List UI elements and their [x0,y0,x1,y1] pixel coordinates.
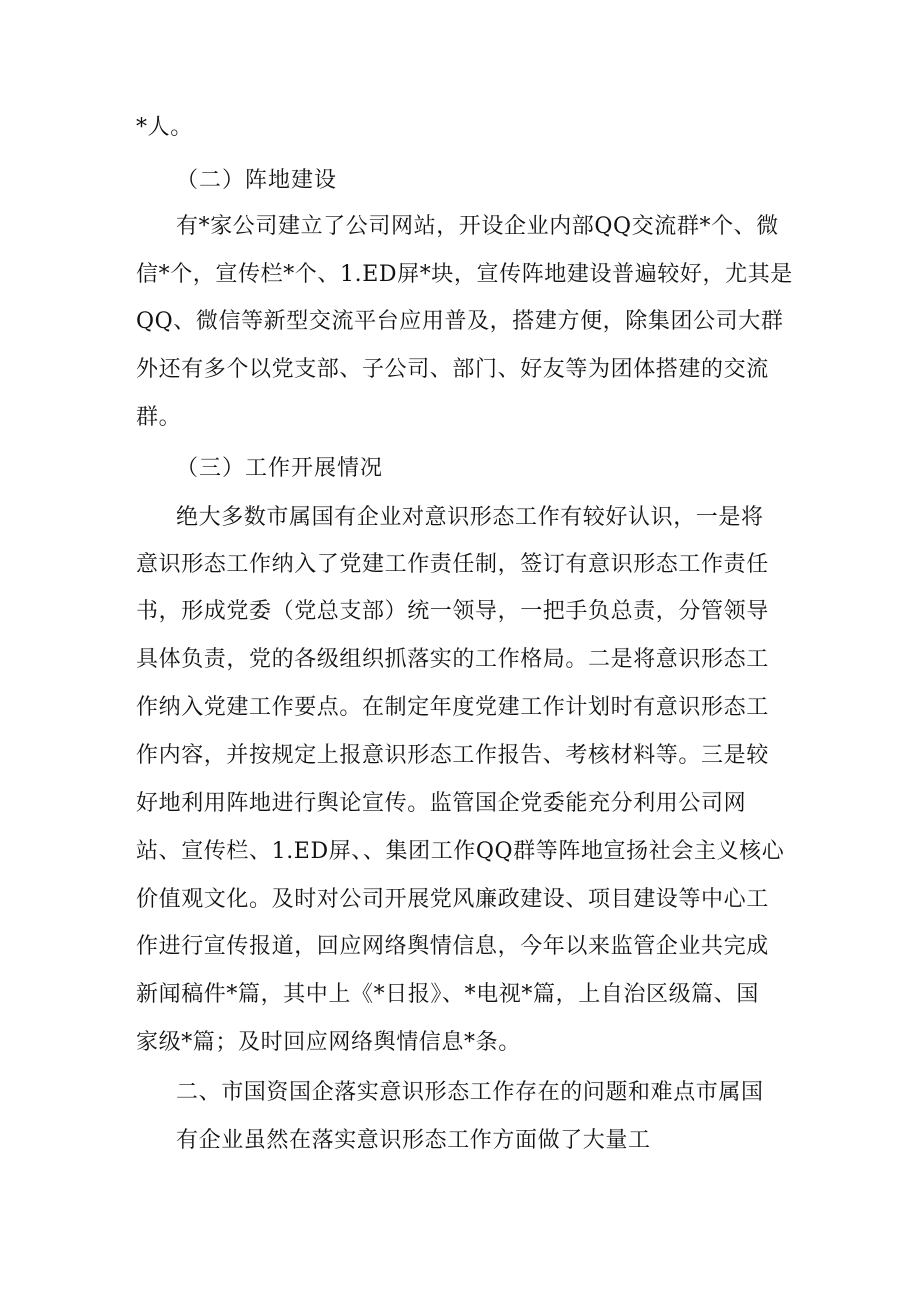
body-text-line: 作内容，并按规定上报意识形态工作报告、考核材料等。三是较 [136,743,769,768]
body-text-line: 意识形态工作纳入了党建工作责任制，签订有意识形态工作责任 [136,552,769,577]
body-text-line: 书，形成党委（党总支部）统一领导，一把手负总责，分管领导 [136,599,769,624]
body-text-line: 价值观文化。及时对公司开展党风廉政建设、项目建设等中心工 [136,887,769,912]
body-text-line: 有*家公司建立了公司网站，开设企业内部QQ交流群*个、微 [176,214,779,239]
body-text-line: 群。 [136,405,182,430]
body-text-line: *人。 [136,115,193,140]
body-text-line: 新闻稿件*篇，其中上《*日报》、*电视*篇，上自治区级篇、国 [136,982,760,1007]
body-text-line: QQ、微信等新型交流平台应用普及，搭建方便，除集团公司大群 [136,309,784,334]
body-text-line: 作进行宣传报道，回应网络舆情信息，今年以来监管企业共完成 [136,934,769,959]
body-text-line: 作纳入党建工作要点。在制定年度党建工作计划时有意识形态工 [136,695,769,720]
body-text-line: 信*个，宣传栏*个、1.ED屏*块，宣传阵地建设普遍较好，尤其是 [136,262,793,287]
body-text-line: 具体负责，党的各级组织抓落实的工作格局。二是将意识形态工 [136,647,769,672]
section-heading-problems: 二、市国资国企落实意识形态工作存在的问题和难点市属国 [176,1080,764,1105]
body-text-line: 家级*篇；及时回应网络舆情信息*条。 [136,1030,521,1055]
body-text-line: 外还有多个以党支部、子公司、部门、好友等为团体搭建的交流 [136,357,769,382]
body-text-line: 好地利用阵地进行舆论宣传。监管国企党委能充分利用公司网 [136,791,747,816]
section-heading-position-building: （二）阵地建设 [176,168,338,193]
body-text-line: 绝大多数市属国有企业对意识形态工作有较好认识，一是将 [176,505,764,530]
section-heading-work-progress: （三）工作开展情况 [176,456,384,481]
body-text-line: 有企业虽然在落实意识形态工作方面做了大量工 [176,1128,651,1153]
body-text-line: 站、宣传栏、1.ED屏、、集团工作QQ群等阵地宣扬社会主义核心 [136,839,785,864]
